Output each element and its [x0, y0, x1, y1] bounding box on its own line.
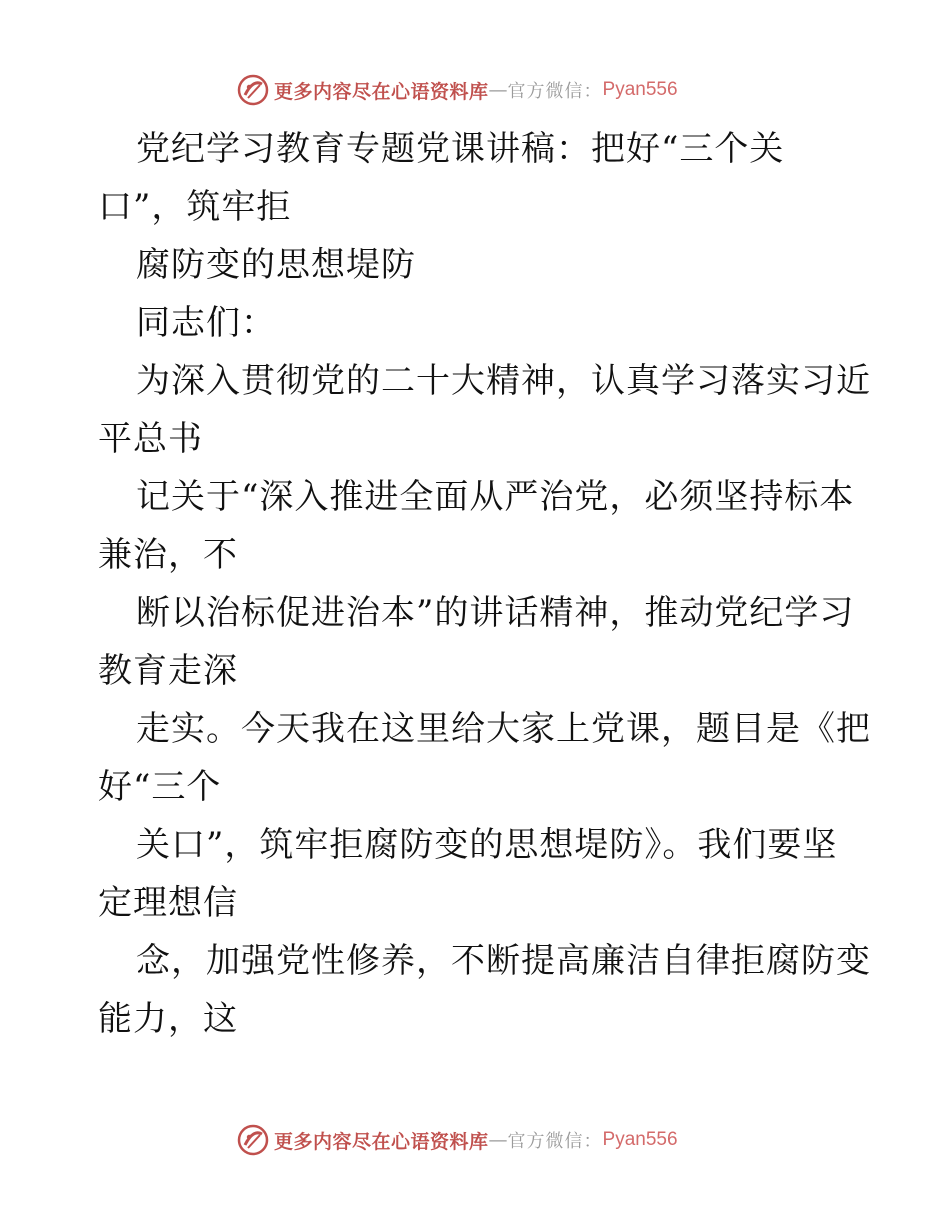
brand-text: 更多内容尽在心语资料库 [274, 80, 489, 103]
text-line: 记关于“深入推进全面从严治党，必须坚持标本 [136, 477, 855, 517]
logo-icon [236, 73, 270, 107]
text-line: 腐防变的思想堤防 [136, 245, 416, 285]
text-line: 兼治，不 [98, 535, 238, 575]
logo-icon [236, 1123, 270, 1157]
text-line: 口”，筑牢拒 [98, 187, 292, 227]
separator: — [488, 1129, 508, 1151]
text-line: 同志们： [136, 303, 276, 343]
text-line: 好“三个 [98, 767, 222, 807]
wechat-label: 官方微信： [507, 81, 603, 102]
document-body [98, 120, 871, 1048]
text-line: 党纪学习教育专题党课讲稿：把好“三个关 [136, 129, 785, 169]
text-line: 教育走深 [98, 651, 238, 691]
brand-text: 更多内容尽在心语资料库 [274, 1130, 489, 1153]
wechat-id: Pyan556 [602, 79, 678, 100]
text-line: 关口”，筑牢拒腐防变的思想堤防》。我们要坚 [136, 825, 838, 865]
text-line: 断以治标促进治本”的讲话精神，推动党纪学习 [136, 593, 855, 633]
text-line: 能力，这 [98, 999, 238, 1039]
text-line: 念，加强党性修养，不断提高廉洁自律拒腐防变 [136, 941, 871, 981]
text-line: 平总书 [98, 419, 203, 459]
wechat-label: 官方微信： [507, 1131, 603, 1152]
separator: — [488, 79, 508, 101]
header-watermark [236, 72, 678, 108]
text-line: 定理想信 [98, 883, 238, 923]
wechat-id: Pyan556 [602, 1129, 678, 1150]
text-line: 为深入贯彻党的二十大精神，认真学习落实习近 [136, 361, 871, 401]
text-line: 走实。今天我在这里给大家上党课，题目是《把 [136, 709, 871, 749]
footer-watermark [236, 1122, 678, 1158]
